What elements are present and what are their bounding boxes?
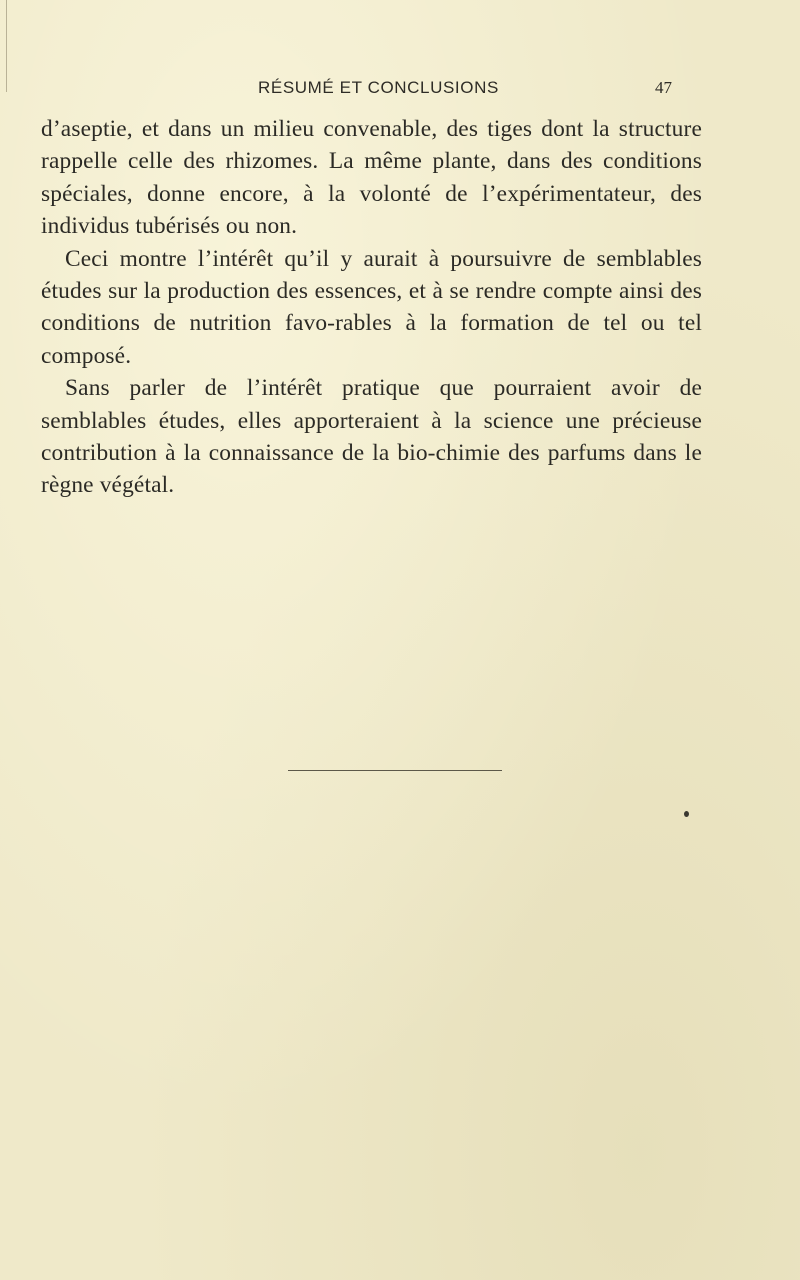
body-text (41, 113, 702, 502)
ink-speck (684, 811, 689, 817)
paragraph-conclusion: Sans parler de l’intérêt pratique que pourraient avoir de semblables études, elles apporteraient à la science une précieuse contribution à la connaissance de la bio-chimie des parfums dans le règne végétal. (41, 375, 702, 499)
running-title: RÉSUMÉ ET CONCLUSIONS (258, 78, 499, 97)
page-number: 47 (655, 78, 672, 97)
running-head (0, 78, 800, 106)
end-rule (288, 770, 502, 771)
paragraph-continuation: d’aseptie, et dans un milieu convenable, des tiges dont la structure rappelle celle des rhizomes. La même plante, dans des conditions spéciales, donne encore, à la volonté de l’expérimentateur, des individus tubérisés ou non. (41, 116, 702, 240)
paragraph-interest: Ceci montre l’intérêt qu’il y aurait à poursuivre de semblables études sur la production des essences, et à se rendre compte ainsi des conditions de nutrition favo-rables à la formation de tel ou tel composé. (41, 245, 702, 369)
